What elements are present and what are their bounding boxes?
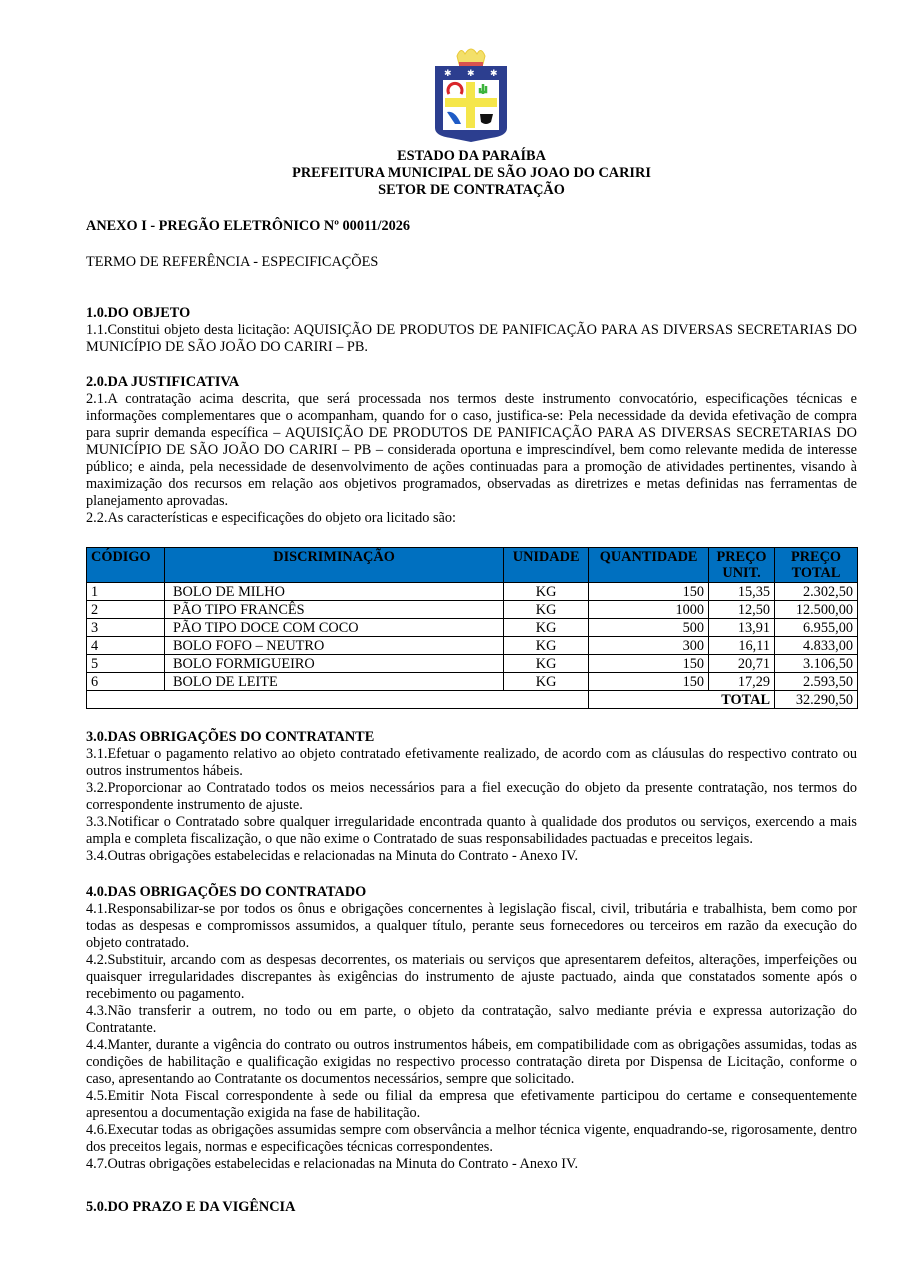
- table-total-row: [87, 691, 858, 709]
- cell-unit: KG: [504, 601, 589, 619]
- table-row: [87, 583, 858, 601]
- annex-title: ANEXO I - PREGÃO ELETRÔNICO Nº 00011/2026: [86, 218, 411, 234]
- col-header-code: CÓDIGO: [87, 548, 165, 583]
- section-justification: [86, 374, 857, 527]
- cell-unit-price: 17,29: [709, 673, 775, 691]
- section-title: 1.0.DO OBJETO: [86, 305, 191, 321]
- cell-total-price: 4.833,00: [775, 637, 858, 655]
- section-title: 4.0.DAS OBRIGAÇÕES DO CONTRATADO: [86, 884, 367, 900]
- list-item: 4.6.Executar todas as obrigações assumidas sempre com observância a melhor técnica vigente, enquadrando-se, rigorosamente, dentro dos preceitos legais, normas e especificações técnicas correspondentes.: [86, 1122, 857, 1155]
- list-item: 3.4.Outras obrigações estabelecidas e relacionadas na Minuta do Contrato - Anexo IV.: [86, 848, 579, 864]
- cell-unit-price: 13,91: [709, 619, 775, 637]
- cell-unit-price: 12,50: [709, 601, 775, 619]
- list-item: 4.1.Responsabilizar-se por todos os ônus e obrigações concernentes à legislação fiscal, civil, tributária e trabalhista, bem como por todas as despesas e compromissos assumidos, a qualquer título, perante seus fornecedores ou terceiros em razão da execução do objeto contratado.: [86, 901, 857, 951]
- document-header: [86, 148, 857, 199]
- cell-unit-price: 15,35: [709, 583, 775, 601]
- cell-total-price: 2.593,50: [775, 673, 858, 691]
- cell-description: PÃO TIPO FRANCÊS: [164, 601, 503, 619]
- paragraph: 2.1.A contratação acima descrita, que será processada nos termos deste instrumento convocatório, especificações técnicas e informações complementares que o acompanham, quando for o caso, justifica-se: Pela necessidade da devida efetivação de compra para suprir demanda específica – AQUISIÇÃO DE PRODUTOS DE PANIFICAÇÃO PARA AS DIVERSAS SECRETARIAS DO MUNICÍPIO DE SÃO JOÃO DO CARIRI – PB – considerada oportuna e imprescindível, bem como relevante medida de interesse público; e ainda, pela necessidade de desenvolvimento de ações continuadas para a promoção de atividades pertinentes, visando à maximização dos recursos em relação aos objetivos programados, observadas as diretrizes e metas definidas nas ferramentas de planejamento aprovadas.: [86, 391, 857, 509]
- header-prefecture: PREFEITURA MUNICIPAL DE SÃO JOAO DO CARIRI: [292, 165, 651, 181]
- svg-text:✱: ✱: [490, 68, 498, 78]
- paragraph: 2.2.As características e especificações do objeto ora licitado são:: [86, 510, 456, 526]
- list-item: 4.3.Não transferir a outrem, no todo ou em parte, o objeto da contratação, salvo mediante prévia e expressa autorização do Contratante.: [86, 1003, 857, 1036]
- cell-unit-price: 16,11: [709, 637, 775, 655]
- cell-unit-price: 20,71: [709, 655, 775, 673]
- cell-code: 2: [87, 601, 165, 619]
- cell-unit: KG: [504, 637, 589, 655]
- table-row: [87, 673, 858, 691]
- cell-total-price: 12.500,00: [775, 601, 858, 619]
- cell-description: BOLO DE MILHO: [164, 583, 503, 601]
- empty-cell: [87, 691, 589, 709]
- table-row: [87, 601, 858, 619]
- total-label: TOTAL: [589, 691, 775, 709]
- cell-quantity: 300: [589, 637, 709, 655]
- section-title-term: 5.0.DO PRAZO E DA VIGÊNCIA: [86, 1199, 296, 1215]
- cell-unit: KG: [504, 673, 589, 691]
- cell-code: 5: [87, 655, 165, 673]
- section-contractor-obligations: [86, 729, 857, 865]
- col-header-total-price: PREÇO TOTAL: [775, 548, 858, 583]
- col-header-description: DISCRIMINAÇÃO: [164, 548, 503, 583]
- list-item: 4.4.Manter, durante a vigência do contrato ou outros instrumentos hábeis, em compatibilidade com as obrigações assumidas, todas as condições de habilitação e qualificação exigidas no respectivo processo contratação direta por Dispensa de Licitação, conforme o caso, apresentando ao Contratante os documentos necessários, sempre que solicitado.: [86, 1037, 857, 1087]
- header-state: ESTADO DA PARAÍBA: [397, 148, 546, 164]
- cell-unit: KG: [504, 655, 589, 673]
- cell-description: BOLO FORMIGUEIRO: [164, 655, 503, 673]
- svg-text:✱: ✱: [444, 68, 452, 78]
- section-title: 2.0.DA JUSTIFICATIVA: [86, 374, 240, 390]
- list-item: 3.1.Efetuar o pagamento relativo ao objeto contratado efetivamente realizado, de acordo com as cláusulas do respectivo contrato ou outros instrumentos hábeis.: [86, 746, 857, 779]
- cell-code: 6: [87, 673, 165, 691]
- header-sector: SETOR DE CONTRATAÇÃO: [378, 182, 565, 198]
- items-table: [86, 547, 858, 709]
- cell-code: 1: [87, 583, 165, 601]
- cell-quantity: 500: [589, 619, 709, 637]
- cell-code: 4: [87, 637, 165, 655]
- cell-quantity: 150: [589, 583, 709, 601]
- list-item: 4.7.Outras obrigações estabelecidas e relacionadas na Minuta do Contrato - Anexo IV.: [86, 1156, 579, 1172]
- table-row: [87, 637, 858, 655]
- list-item: 4.2.Substituir, arcando com as despesas decorrentes, os materiais ou serviços que apresentarem defeitos, alterações, imperfeições ou quaisquer irregularidades discrepantes às exigências do instrumento de ajuste pactuado, ainda que constatados somente após o recebimento ou pagamento.: [86, 952, 857, 1002]
- svg-text:✱: ✱: [467, 68, 475, 78]
- cell-total-price: 6.955,00: [775, 619, 858, 637]
- cell-description: PÃO TIPO DOCE COM COCO: [164, 619, 503, 637]
- cell-unit: KG: [504, 583, 589, 601]
- municipal-coat-of-arms-logo: [431, 44, 511, 144]
- table-header-row: [87, 548, 858, 583]
- list-item: 3.3.Notificar o Contratado sobre qualquer irregularidade encontrada quanto à qualidade dos produtos ou serviços, exercendo a mais ampla e completa fiscalização, o que não exime o Contratado de suas responsabilidades pactuadas e preceitos legais.: [86, 814, 857, 847]
- items-table-wrapper: [86, 547, 857, 709]
- cell-total-price: 3.106,50: [775, 655, 858, 673]
- cell-unit: KG: [504, 619, 589, 637]
- document-subtitle: TERMO DE REFERÊNCIA - ESPECIFICAÇÕES: [86, 254, 379, 270]
- section-object: [86, 305, 857, 356]
- table-row: [87, 619, 858, 637]
- col-header-unit: UNIDADE: [504, 548, 589, 583]
- list-item: 3.2.Proporcionar ao Contratado todos os meios necessários para a fiel execução do objeto da presente contratação, nos termos do correspondente instrumento de ajuste.: [86, 780, 857, 813]
- table-row: [87, 655, 858, 673]
- total-value: 32.290,50: [775, 691, 858, 709]
- paragraph: 1.1.Constitui objeto desta licitação: AQUISIÇÃO DE PRODUTOS DE PANIFICAÇÃO PARA AS DIVERSAS SECRETARIAS DO MUNICÍPIO DE SÃO JOÃO DO CARIRI – PB.: [86, 322, 857, 355]
- list-item: 4.5.Emitir Nota Fiscal correspondente à sede ou filial da empresa que efetivamente participou do certame e consequentemente apresentou a documentação exigida na fase de habilitação.: [86, 1088, 857, 1121]
- cell-code: 3: [87, 619, 165, 637]
- cell-description: BOLO FOFO – NEUTRO: [164, 637, 503, 655]
- col-header-quantity: QUANTIDADE: [589, 548, 709, 583]
- cell-description: BOLO DE LEITE: [164, 673, 503, 691]
- section-contracted-obligations: [86, 884, 857, 1173]
- cell-total-price: 2.302,50: [775, 583, 858, 601]
- cell-quantity: 1000: [589, 601, 709, 619]
- cell-quantity: 150: [589, 673, 709, 691]
- col-header-unit-price: PREÇO UNIT.: [709, 548, 775, 583]
- section-title: 3.0.DAS OBRIGAÇÕES DO CONTRATANTE: [86, 729, 375, 745]
- cell-quantity: 150: [589, 655, 709, 673]
